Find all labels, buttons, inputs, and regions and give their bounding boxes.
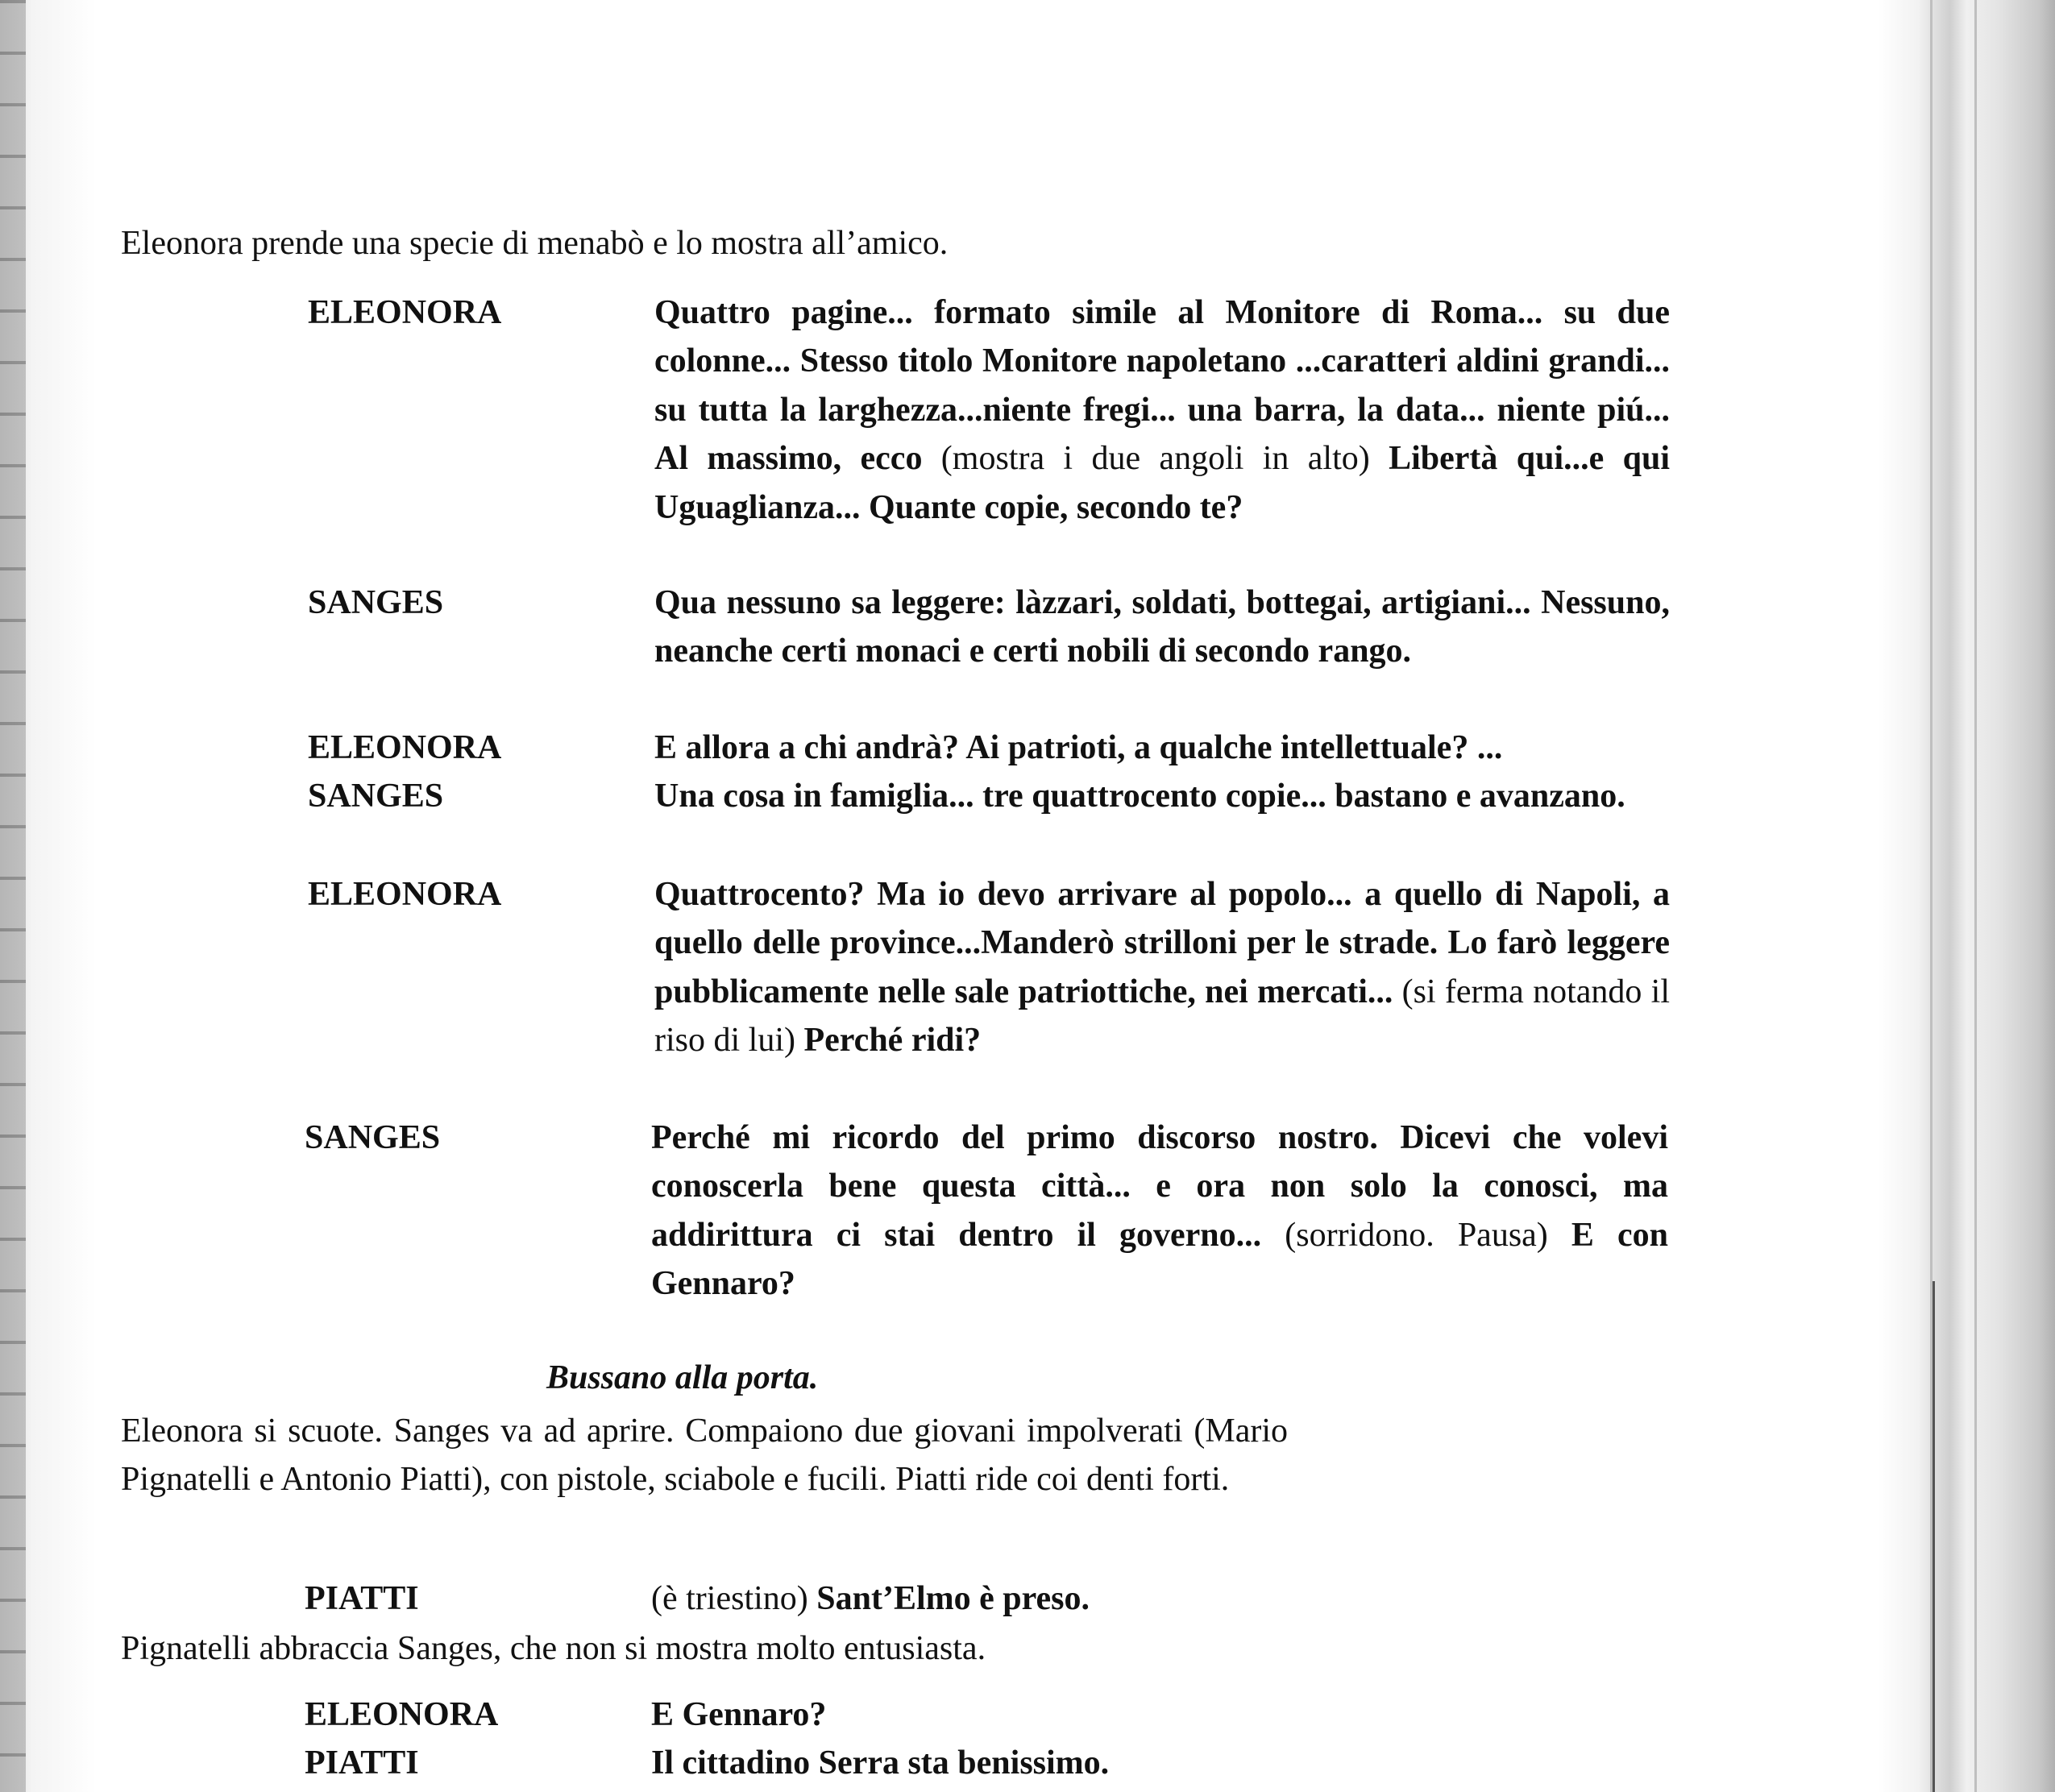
dialogue-line: (è triestino) Sant’Elmo è preso. [651, 1580, 1090, 1617]
dialogue-line: Qua nessuno sa leggere: làzzari, soldati, bottegai, artigiani... Nessuno, neanche certi monaci e certi nobili di secondo rango. [654, 584, 1670, 670]
stage-direction-centered: Bussano alla porta. [546, 1359, 819, 1396]
page-edge [1974, 0, 1977, 1792]
stage-direction: Eleonora prende una specie di menabò e lo mostra all’amico. [121, 225, 949, 262]
dialogue-line: Perché mi ricordo del primo discorso nostro. Dicevi che volevi conoscerla bene questa città... e ora non solo la conosci, ma addirittura ci stai dentro il governo... (sorridono. Pausa) E con Gennaro? [651, 1119, 1668, 1303]
dialogue-line: Il cittadino Serra sta benissimo. [651, 1744, 1110, 1782]
stage-direction-paragraph: Eleonora si scuote. Sanges va ad aprire. Compaiono due giovani impolverati (Mario Pignatelli e Antonio Piatti), con pistole, sciabole e fucili. Piatti ride coi denti forti. [121, 1412, 1288, 1498]
margin-rule [1933, 1281, 1935, 1792]
stage-direction: Pignatelli abbraccia Sanges, che non si mostra molto entusiasta. [121, 1630, 986, 1667]
character-name: ELEONORA [308, 729, 502, 766]
character-name: ELEONORA [308, 876, 502, 913]
dialogue-line: Quattrocento? Ma io devo arrivare al popolo... a quello di Napoli, a quello delle province...Manderò strilloni per le strade. Lo farò leggere pubblicamente nelle sale patriottiche, nei mercati... (si ferma notando il riso di lui) Perché ridi? [654, 876, 1670, 1060]
dialogue-line: E allora a chi andrà? Ai patrioti, a qualche intellettuale? ... [654, 729, 1503, 766]
character-name: SANGES [308, 584, 444, 621]
spiral-binding [0, 0, 26, 1792]
dialogue-line: E Gennaro? [651, 1696, 827, 1733]
dialogue-line: Una cosa in famiglia... tre quattrocento copie... bastano e avanzano. [654, 778, 1625, 815]
character-name: SANGES [308, 778, 444, 815]
character-name: ELEONORA [308, 294, 502, 331]
character-name: PIATTI [305, 1580, 419, 1617]
dialogue-line: Quattro pagine... formato simile al Monitore di Roma... su due colonne... Stesso titolo Monitore napoletano ...caratteri aldini grandi... su tutta la larghezza...niente fregi... una barra, la data... niente piú... Al massimo, ecco (mostra i due angoli in alto) Libertà qui...e qui Uguaglianza... Quante copie, secondo te? [654, 294, 1670, 526]
character-name: SANGES [305, 1119, 441, 1156]
character-name: PIATTI [305, 1744, 419, 1782]
character-name: ELEONORA [305, 1696, 499, 1733]
